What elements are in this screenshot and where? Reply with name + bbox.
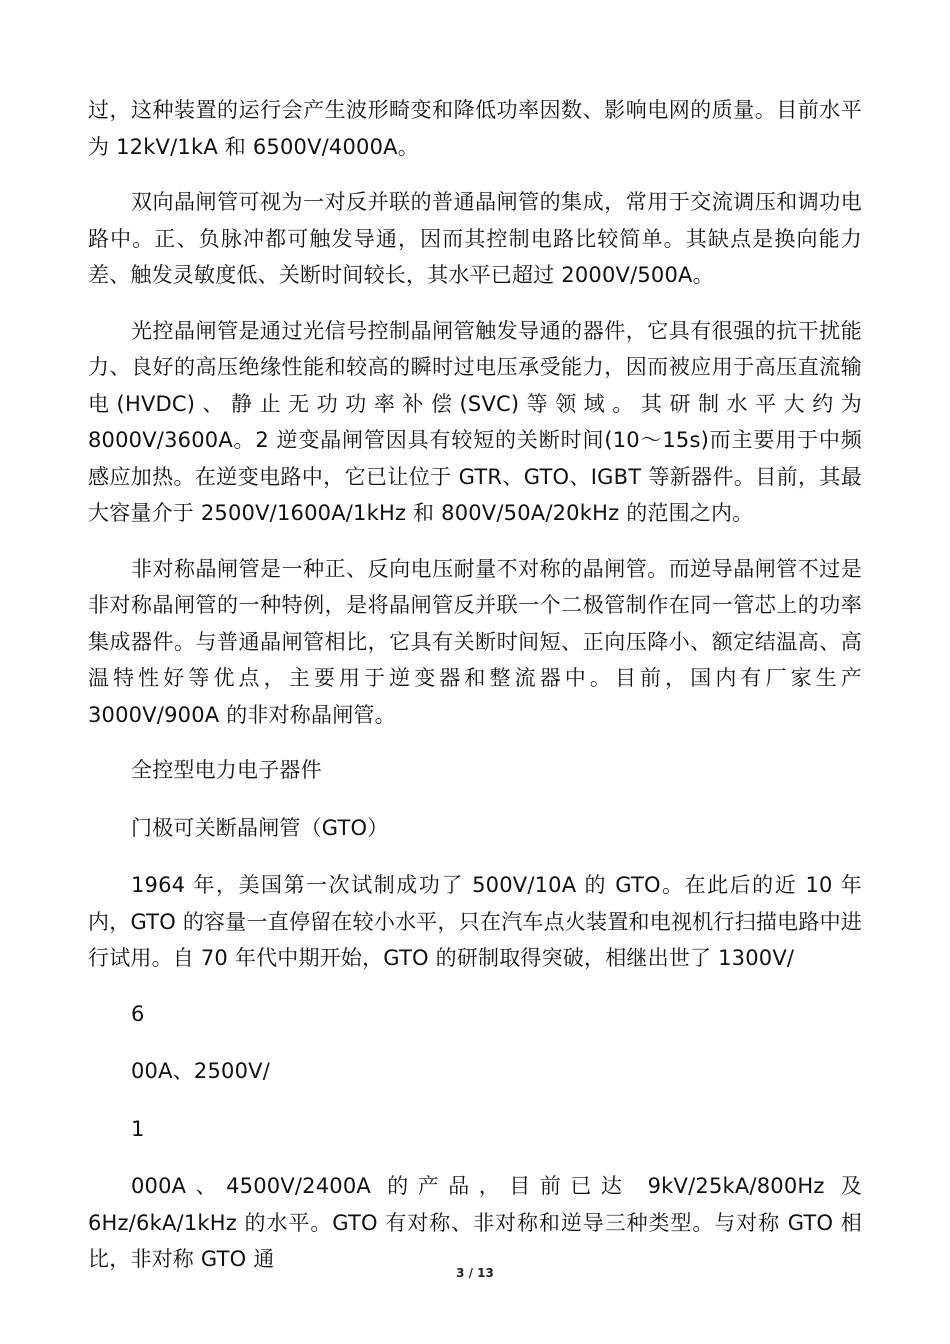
paragraph-fragment-6: 6 — [131, 1001, 145, 1026]
paragraph-light-triggered-thyristor: 光控晶闸管是通过光信号控制晶闸管触发导通的器件，它具有很强的抗干扰能力、良好的高压绝缘性能和较高的瞬时过电压承受能力，因而被应用于高压直流输电(HVDC)、静止无功功率补偿(SVC)等领域。其研制水平大约为 8000V/3600A。2 逆变晶闸管因具有较短的关断时间(10～15s)而主要用于中频感应加热。在逆变电路中，它已让位于 GTR、GTO、IGBT 等新器件。目前，其最大容量介于 2500V/1600A/1kHz 和 800V/50A/20kHz 的范围之内。 — [88, 318, 862, 525]
section-heading-fully-controlled: 全控型电力电子器件 — [131, 758, 322, 782]
page-number: 3 / 13 — [456, 1266, 494, 1280]
paragraph-gto-history: 1964 年，美国第一次试制成功了 500V/10A 的 GTO。在此后的近 10 年内，GTO 的容量一直停留在较小水平，只在汽车点火装置和电视机行扫描电路中进行试用。自 70 年代中期开始，GTO 的研制取得突破，相继出世了 1300V/ — [88, 873, 862, 970]
paragraph-fragment-00a: 00A、2500V/ — [131, 1059, 270, 1083]
paragraph-asymmetric-thyristor: 非对称晶闸管是一种正、反向电压耐量不对称的晶闸管。而逆导晶闸管不过是非对称晶闸管的一种特例，是将晶闸管反并联一个二极管制作在同一管芯上的功率集成器件。与普通晶闸管相比，它具有关断时间短、正向压降小、额定结温高、高温特性好等优点，主要用于逆变器和整流器中。目前，国内有厂家生产 3000V/900A 的非对称晶闸管。 — [88, 556, 862, 727]
section-heading-gto: 门极可关断晶闸管（GTO） — [131, 815, 389, 840]
document-body — [88, 92, 862, 1297]
paragraph-gto-types: 000A、4500V/2400A 的产品，目前已达 9kV/25kA/800Hz 及 6Hz/6kA/1kHz 的水平。GTO 有对称、非对称和逆导三种类型。与对称 GTO 相比，非对称 GTO 通 — [88, 1174, 862, 1271]
paragraph-continuation: 过，这种装置的运行会产生波形畸变和降低功率因数、影响电网的质量。目前水平为 12kV/1kA 和 6500V/4000A。 — [88, 98, 862, 159]
paragraph-bidirectional-thyristor: 双向晶闸管可视为一对反并联的普通晶闸管的集成，常用于交流调压和调功电路中。正、负脉冲都可触发导通，因而其控制电路比较简单。其缺点是换向能力差、触发灵敏度低、关断时间较长，其水平已超过 2000V/500A。 — [88, 190, 862, 287]
paragraph-fragment-1: 1 — [131, 1116, 145, 1141]
